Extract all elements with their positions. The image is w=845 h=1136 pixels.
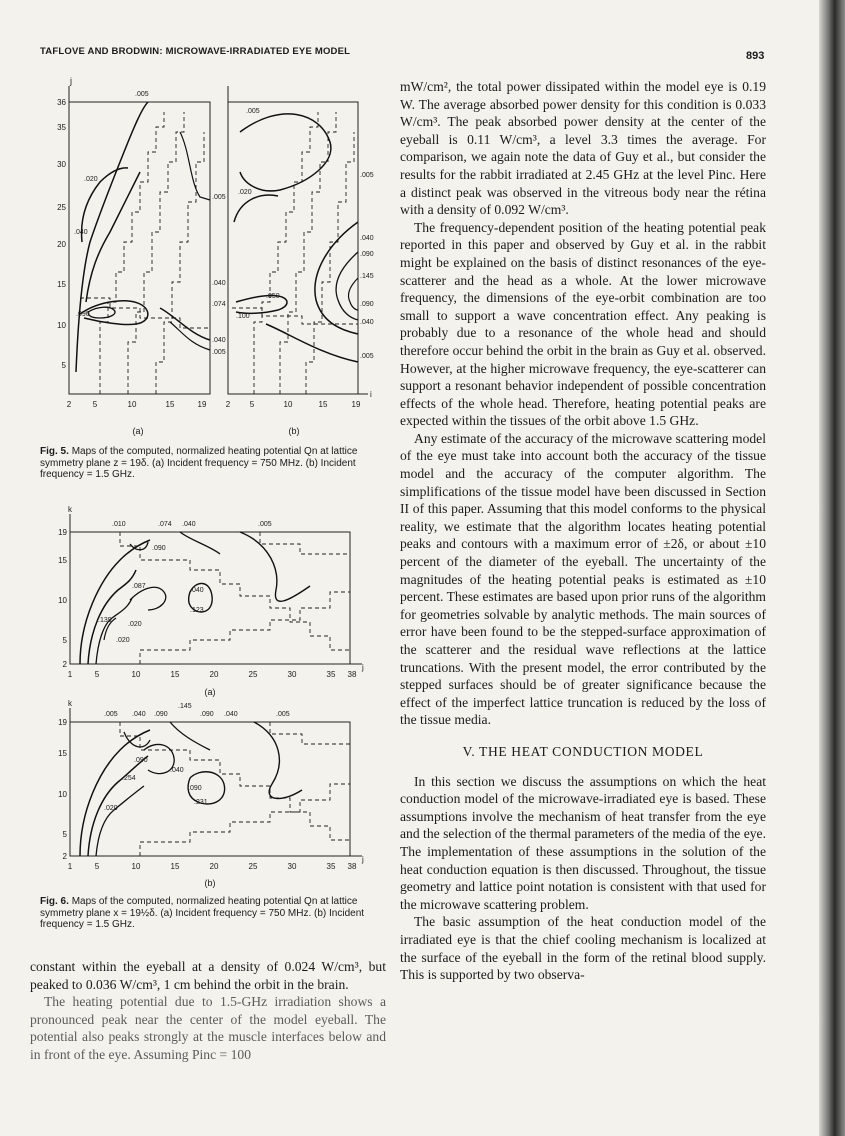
fig6-panel-b	[58, 699, 364, 888]
fig6b-contour-label: .145	[178, 703, 192, 710]
fig6a-contour-label: .090	[152, 545, 166, 552]
figure-5-caption	[40, 446, 385, 481]
fig6a-contour-label: .139	[98, 617, 112, 624]
fig6b-sublabel: (b)	[204, 878, 216, 888]
fig6b-contour-label: .020	[104, 805, 118, 812]
fig6b-y-axis-symbol: k	[68, 699, 72, 708]
figure-6-caption-text: Maps of the computed, normalized heating potential Qn at lattice symmetry plane x = 19½δ. (a) Incident frequency = 750 MHz. (b) Incident frequency = 1.5 GHz.	[40, 896, 365, 930]
left-paragraph-2: The heating potential due to 1.5-GHz irradiation shows a pronounced peak near the center of the model eyeball. The potential also peaks strongly at the muscle interfaces below and in front of the eye. Assuming Pinc = 100	[30, 994, 386, 1062]
fig5a-contour-label: .005	[212, 194, 226, 201]
fig6a-x-tick: 1	[67, 670, 73, 679]
fig5a-sublabel: (a)	[132, 426, 144, 436]
fig6b-x-tick: 20	[209, 862, 219, 871]
fig6b-x-axis-symbol: j	[362, 855, 364, 864]
fig5b-contour-label: .050	[266, 293, 280, 300]
fig6a-sublabel: (a)	[204, 687, 216, 697]
fig6a-x-tick: 35	[326, 670, 336, 679]
fig6a-x-tick: 15	[170, 670, 180, 679]
fig5b-contour-label: .040	[360, 235, 374, 242]
right-paragraph-3: Any estimate of the accuracy of the microwave scattering model of the eye must take into account both the accuracy of the tissue model and the accuracy of the computer algorithm. The simplifications of the tissue model have been discussed in Section II of this paper. Assuming that this model conforms to the physical reality, we estimate that the algorithm locates heating potential peaks and contours with a maximum error of ±2δ, or about ±10 percent of the diameter of the eyeball. The uncertainty of the magnitudes of the heating potential peaks is estimated as ±10 percent. These estimates are based upon prior runs of the algorithm for geometries solvable by analytic methods. The main sources of error have been found to be the stepped-surface approximation of the scatterer and the residual wave reflections at the lattice truncations. With the present model, the error contributed by the stepped surfaces should be of greater significance because the effect of the imperfect lattice truncation is reduced by the loss of the tissue media.	[400, 430, 766, 728]
fig5a-x-tick: 15	[165, 400, 175, 409]
fig5b-contour-label: .090	[360, 301, 374, 308]
fig6b-x-tick: 35	[326, 862, 336, 871]
fig6a-contour-label: .005	[258, 521, 272, 528]
fig5b-contour-label: .005	[360, 353, 374, 360]
fig6a-x-tick: 5	[94, 670, 100, 679]
fig5b-x-tick: 19	[351, 400, 361, 409]
fig6b-x-tick: 30	[287, 862, 297, 871]
fig6a-y-tick: 10	[58, 596, 67, 605]
fig5a-x-tick: 10	[127, 400, 137, 409]
fig6b-x-tick: 25	[248, 862, 258, 871]
fig6a-contour-label: .123	[190, 607, 204, 614]
fig6a-x-axis-symbol: j	[362, 663, 364, 672]
fig5a-y-tick: 10	[57, 321, 66, 330]
fig6a-y-tick: 2	[62, 660, 67, 669]
left-paragraph-1: constant within the eyeball at a density of 0.024 W/cm³, but peaked to 0.036 W/cm³, 1 cm behind the orbit in the brain.	[30, 959, 386, 992]
fig5a-y-tick: 36	[57, 98, 66, 107]
fig5b-x-tick: 10	[283, 400, 293, 409]
right-paragraph-4: In this section we discuss the assumptions on which the heat conduction model of the microwave-irradiated eye is based. These assumptions involve the mechanism of heat transfer from the eye and the selection of the thermal parameters of the media of the eye. The implementation of these assumptions in the solution of the heat conduction equation is then discussed. Throughout, the tissue geometry and lattice point notation is consistent with that used for the microwave scattering problem.	[400, 773, 766, 912]
fig6a-y-tick: 19	[58, 528, 67, 537]
fig6a-y-axis-symbol: k	[68, 505, 72, 514]
fig5a-contour-label: .090	[76, 311, 90, 318]
fig5b-x-tick: 15	[318, 400, 328, 409]
fig5b-contour-label: .040	[360, 319, 374, 326]
fig5a-y-tick: 20	[57, 240, 66, 249]
figure-5-caption-label: Fig. 5.	[40, 446, 69, 457]
fig6b-contour-label: .040	[170, 767, 184, 774]
figure-6	[40, 500, 380, 900]
section-heading: V. THE HEAT CONDUCTION MODEL	[462, 743, 704, 759]
fig6a-x-tick: 30	[287, 670, 297, 679]
fig5a-contour-label: .020	[84, 176, 98, 183]
fig6a-contour-label: .020	[116, 637, 130, 644]
scan-edge-shadow	[819, 0, 845, 1136]
fig6b-x-tick: 38	[347, 862, 357, 871]
fig6a-y-tick: 15	[58, 556, 67, 565]
fig5a-contour-label: .040	[74, 229, 88, 236]
left-column-text	[30, 958, 386, 1064]
fig5a-y-tick: 15	[57, 280, 66, 289]
fig5b-contour-label: .005	[360, 172, 374, 179]
fig6b-y-tick: 19	[58, 718, 67, 727]
fig6b-contour-label: .040	[224, 711, 238, 718]
fig6b-contour-label: .254	[122, 775, 136, 782]
fig6a-y-tick: 5	[62, 636, 67, 645]
fig6b-contour-label: .231	[194, 799, 208, 806]
fig6b-y-tick: 15	[58, 749, 67, 758]
fig6b-x-tick: 1	[67, 862, 73, 871]
fig5a-x-tick: 19	[197, 400, 207, 409]
fig6b-x-tick: 15	[170, 862, 180, 871]
fig5b-contour-label: .005	[246, 108, 260, 115]
fig6b-contour-label: .090	[134, 757, 148, 764]
fig6a-contour-label: .074	[158, 521, 172, 528]
fig5b-sublabel: (b)	[288, 426, 300, 436]
fig6-panel-a	[58, 505, 364, 697]
fig6a-x-tick: 38	[347, 670, 357, 679]
fig5a-x-tick: 2	[66, 400, 72, 409]
fig6a-contour-label: .040	[190, 587, 204, 594]
page-number: 893	[746, 50, 765, 62]
fig5a-y-tick: 5	[61, 361, 66, 370]
fig5a-y-axis-symbol: j	[70, 76, 72, 86]
fig5a-y-tick: 30	[57, 160, 66, 169]
right-column-text	[400, 78, 766, 984]
fig5a-contour-label: .074	[212, 301, 226, 308]
right-paragraph-2: The frequency-dependent position of the heating potential peak reported in this paper and observed by Guy et al. in the rabbit might be explained on the basis of distinct resonances of the eye-scatterer and the head as a whole. At the lower microwave frequency, the dimensions of the eye-orbit combination are too small to support a wave concentration effect. Any peaking is probably due to a resonance of the whole head and should therefore occur behind the orbit in the brain as Guy et al. observed. However, at the higher microwave frequency, the eye-scatterer can support a resonant behavior independent of possible concentration effects of the whole head. Therefore, heating potential peaks are expected within the tissues of the orbit above 1.5 GHz.	[400, 219, 766, 429]
fig5b-contour-label: .090	[360, 251, 374, 258]
right-paragraph-1: mW/cm², the total power dissipated within the model eye is 0.19 W. The average absorbed power density for this condition is 0.033 W/cm³. The peak absorbed power density at the center of the eyeball is 0.11 W/cm³, a level 3.3 times the average. For comparison, we again note the data of Guy et al., but consider the results for the rabbit irradiated at 2.45 GHz at the level Pinc. Here a distinct peak was observed in the vitreous body near the rétina with a density of 0.092 W/cm³.	[400, 79, 766, 218]
fig5a-y-tick: 25	[57, 203, 66, 212]
fig6b-contour-label: .005	[104, 711, 118, 718]
fig6b-y-tick: 2	[62, 852, 67, 861]
figure-5-plots	[40, 72, 380, 442]
fig5a-y-tick: 35	[57, 123, 66, 132]
fig6b-contour-label: .090	[188, 785, 202, 792]
fig6a-contour-label: .020	[128, 621, 142, 628]
figure-5-caption-text: Maps of the computed, normalized heating potential Qn at lattice symmetry plane z = 19δ. (a) Incident frequency = 750 MHz. (b) Incident frequency = 1.5 GHz.	[40, 446, 358, 480]
fig6b-y-tick: 10	[58, 790, 67, 799]
running-title: TAFLOVE AND BRODWIN: MICROWAVE-IRRADIATED EYE MODEL	[40, 46, 351, 57]
fig6a-contour-label: .010	[112, 521, 126, 528]
fig5b-contour-label: .020	[238, 189, 252, 196]
fig6a-contour-label: .087	[132, 583, 146, 590]
fig5b-x-tick: 2	[225, 400, 231, 409]
fig6b-contour-label: .090	[200, 711, 214, 718]
figure-5	[40, 72, 380, 442]
fig6a-x-tick: 25	[248, 670, 258, 679]
fig5a-contour-label: .005	[212, 349, 226, 356]
fig6b-contour-label: .090	[154, 711, 168, 718]
fig5a-x-tick: 5	[92, 400, 98, 409]
figure-6-caption	[40, 896, 385, 931]
fig5a-contour-label: .005	[135, 91, 149, 98]
fig5b-contour-label: .100	[236, 313, 250, 320]
fig6b-contour-label: .005	[276, 711, 290, 718]
figure-6-caption-label: Fig. 6.	[40, 896, 69, 907]
fig6b-contour-label: .040	[132, 711, 146, 718]
fig5a-contour-label: .040	[212, 280, 226, 287]
fig6a-x-tick: 20	[209, 670, 219, 679]
right-paragraph-5: The basic assumption of the heat conduction model of the irradiated eye is that the chief cooling mechanism is localized at the surface of the eyeball in the form of the retinal blood supply. This is supported by two observa-	[400, 914, 766, 983]
fig5b-x-tick: 5	[249, 400, 255, 409]
fig6a-x-tick: 10	[131, 670, 141, 679]
fig5a-contour-label: .040	[212, 337, 226, 344]
fig6b-x-tick: 5	[94, 862, 100, 871]
fig5-panel-b	[226, 86, 374, 436]
fig6a-contour-label: .040	[182, 521, 196, 528]
fig5b-x-axis-symbol: i	[370, 390, 372, 399]
fig5-panel-a	[57, 76, 226, 436]
fig5b-contour-label: .145	[360, 273, 374, 280]
figure-6-plots	[40, 500, 380, 900]
fig6b-y-tick: 5	[62, 830, 67, 839]
fig6b-x-tick: 10	[131, 862, 141, 871]
